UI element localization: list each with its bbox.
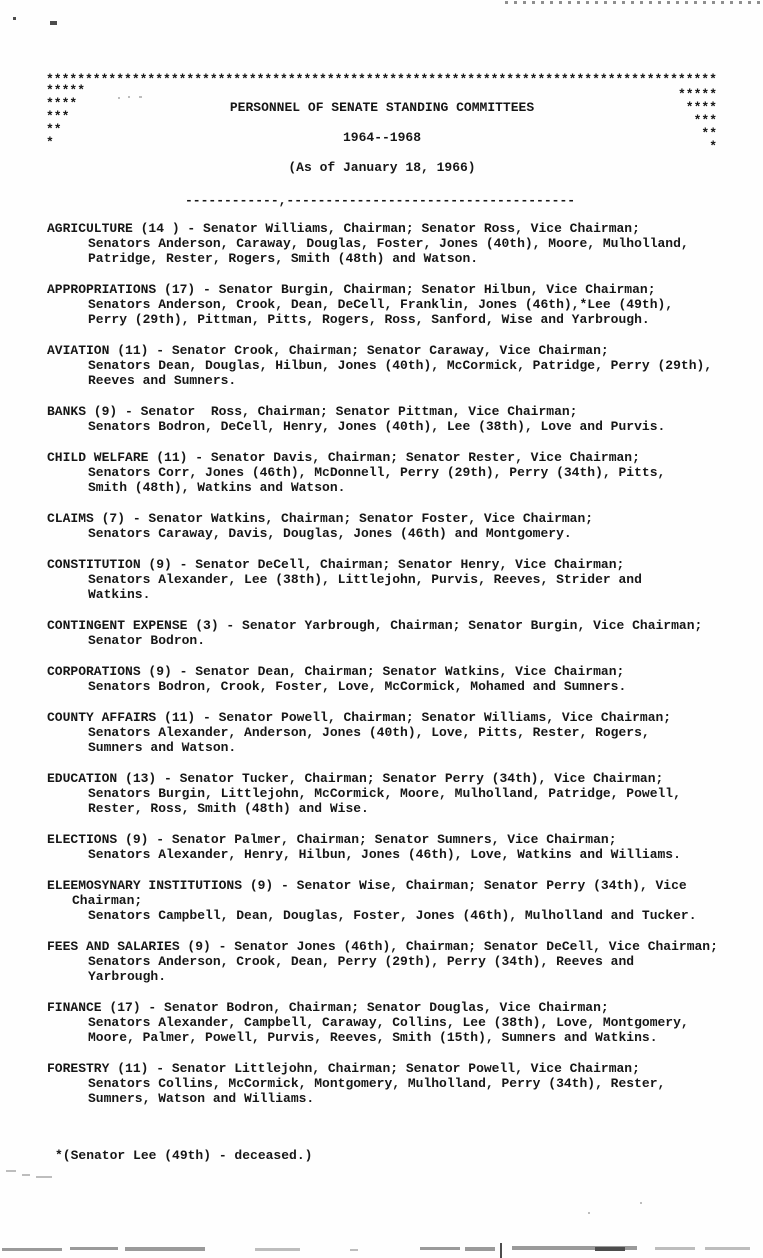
document-as-of-date: (As of January 18, 1966): [288, 160, 476, 175]
committee-line: Watkins.: [88, 587, 151, 602]
committee-line: COUNTY AFFAIRS (11) - Senator Powell, Chairman; Senator Williams, Vice Chairman;: [47, 710, 672, 725]
committee-line: CORPORATIONS (9) - Senator Dean, Chairman; Senator Watkins, Vice Chairman;: [47, 664, 625, 679]
scan-artifact-scribble: [22, 1174, 30, 1176]
scan-artifact-scribble: [36, 1176, 52, 1178]
committee-line: Yarbrough.: [88, 969, 167, 984]
committee-entry: [47, 710, 763, 755]
committee-line: CLAIMS (7) - Senator Watkins, Chairman; Senator Foster, Vice Chairman;: [47, 511, 594, 526]
committee-list: [47, 221, 763, 1122]
committee-line: Chairman;: [72, 893, 143, 908]
committee-line: Senators Alexander, Henry, Hilbun, Jones (46th), Love, Watkins and Williams.: [88, 847, 681, 862]
asterisk-border-row: *****: [46, 83, 86, 98]
committee-entry: [47, 404, 763, 434]
committee-line: Patridge, Rester, Rogers, Smith (48th) and Watson.: [88, 251, 479, 266]
committee-line: CHILD WELFARE (11) - Senator Davis, Chairman; Senator Rester, Vice Chairman;: [47, 450, 640, 465]
scan-artifact-speck: [588, 1212, 590, 1214]
asterisk-border-row: *: [709, 138, 717, 154]
committee-line: Senators Caraway, Davis, Douglas, Jones (46th) and Montgomery.: [88, 526, 572, 541]
committee-line: Senators Anderson, Crook, Dean, Perry (29th), Perry (34th), Reeves and: [88, 954, 635, 969]
scan-artifact-scribble: [6, 1170, 16, 1172]
committee-line: CONSTITUTION (9) - Senator DeCell, Chairman; Senator Henry, Vice Chairman;: [47, 557, 625, 572]
scan-artifact-bottom-smudge: [125, 1247, 205, 1251]
committee-line: Reeves and Sumners.: [88, 373, 237, 388]
scan-artifact-dotted-top-edge: [505, 1, 761, 4]
committee-line: Senators Collins, McCormick, Montgomery, Mulholland, Perry (34th), Rester,: [88, 1076, 666, 1091]
committee-line: Senators Campbell, Dean, Douglas, Foster, Jones (46th), Mulholland and Tucker.: [88, 908, 697, 923]
asterisk-border-row: *: [46, 134, 54, 150]
committee-line: Senator Bodron.: [88, 633, 206, 648]
committee-entry: [47, 282, 763, 327]
committee-line: Smith (48th), Watkins and Watson.: [88, 480, 346, 495]
document-title: PERSONNEL OF SENATE STANDING COMMITTEES: [229, 100, 535, 115]
committee-entry: [47, 939, 763, 984]
scan-artifact-bottom-smudge: [2, 1248, 62, 1251]
committee-entry: [47, 450, 763, 495]
committee-line: AGRICULTURE (14 ) - Senator Williams, Chairman; Senator Ross, Vice Chairman;: [47, 221, 640, 236]
committee-entry: [47, 878, 763, 923]
asterisk-border-row: ***: [693, 112, 717, 128]
asterisk-border-row: ***: [46, 108, 70, 124]
committee-line: CONTINGENT EXPENSE (3) - Senator Yarbrough, Chairman; Senator Burgin, Vice Chairman;: [47, 618, 703, 633]
asterisk-border-row: **: [701, 125, 717, 141]
committee-line: APPROPRIATIONS (17) - Senator Burgin, Chairman; Senator Hilbun, Vice Chairman;: [47, 282, 656, 297]
committee-line: Sumners and Watson.: [88, 740, 237, 755]
scan-artifact-bottom-smudge: [595, 1247, 625, 1251]
committee-line: Senators Bodron, Crook, Foster, Love, McCormick, Mohamed and Sumners.: [88, 679, 627, 694]
committee-line: Sumners, Watson and Williams.: [88, 1091, 315, 1106]
scan-artifact-bottom-smudge: [655, 1247, 695, 1250]
committee-entry: [47, 1061, 763, 1106]
scan-artifact-bottom-smudge: [255, 1248, 300, 1251]
committee-line: ELECTIONS (9) - Senator Palmer, Chairman; Senator Sumners, Vice Chairman;: [47, 832, 617, 847]
scan-artifact-bottom-smudge: [705, 1247, 750, 1250]
scan-artifact-bottom-smudge: [70, 1247, 118, 1250]
committee-line: FINANCE (17) - Senator Bodron, Chairman; Senator Douglas, Vice Chairman;: [47, 1000, 609, 1015]
committee-line: Moore, Palmer, Powell, Purvis, Reeves, Smith (15th), Sumners and Watkins.: [88, 1030, 658, 1045]
committee-line: Senators Dean, Douglas, Hilbun, Jones (40th), McCormick, Patridge, Perry (29th),: [88, 358, 713, 373]
scan-artifact-vertical-mark: [500, 1243, 502, 1258]
scan-artifact-bottom-smudge: [465, 1247, 495, 1251]
asterisk-border-top: **************************************************************************************: [46, 73, 717, 86]
scan-artifact-bottom-smudge: [350, 1249, 358, 1251]
footnote: *(Senator Lee (49th) - deceased.): [55, 1148, 313, 1163]
committee-entry: [47, 1000, 763, 1045]
dashed-separator: ------------,-------------------------------------: [185, 193, 576, 208]
committee-line: FEES AND SALARIES (9) - Senator Jones (46th), Chairman; Senator DeCell, Vice Chairman;: [47, 939, 718, 954]
committee-entry: [47, 557, 763, 602]
committee-entry: [47, 618, 763, 648]
committee-entry: [47, 221, 763, 266]
committee-line: EDUCATION (13) - Senator Tucker, Chairman; Senator Perry (34th), Vice Chairman;: [47, 771, 664, 786]
asterisk-border-row: *****: [677, 87, 717, 102]
committee-line: ELEEMOSYNARY INSTITUTIONS (9) - Senator Wise, Chairman; Senator Perry (34th), Vice: [47, 878, 687, 893]
committee-line: Senators Burgin, Littlejohn, McCormick, Moore, Mulholland, Patridge, Powell,: [88, 786, 681, 801]
asterisk-border-row: ****: [46, 95, 78, 111]
committee-entry: [47, 664, 763, 694]
scan-artifact-speck: [640, 1202, 642, 1204]
asterisk-border-row: ****: [685, 99, 717, 115]
committee-line: Senators Alexander, Lee (38th), Littlejohn, Purvis, Reeves, Strider and: [88, 572, 642, 587]
committee-line: FORESTRY (11) - Senator Littlejohn, Chairman; Senator Powell, Vice Chairman;: [47, 1061, 640, 1076]
committee-line: Rester, Ross, Smith (48th) and Wise.: [88, 801, 369, 816]
committee-entry: [47, 771, 763, 816]
document-date-range: 1964--1968: [342, 130, 421, 145]
committee-line: BANKS (9) - Senator Ross, Chairman; Senator Pittman, Vice Chairman;: [47, 404, 578, 419]
committee-line: Senators Bodron, DeCell, Henry, Jones (40th), Lee (38th), Love and Purvis.: [88, 419, 666, 434]
asterisk-border-row: **: [46, 121, 62, 137]
committee-line: Perry (29th), Pittman, Pitts, Rogers, Ross, Sanford, Wise and Yarbrough.: [88, 312, 650, 327]
committee-entry: [47, 343, 763, 388]
committee-line: Senators Anderson, Crook, Dean, DeCell, Franklin, Jones (46th),*Lee (49th),: [88, 297, 674, 312]
committee-line: Senators Corr, Jones (46th), McDonnell, Perry (29th), Perry (34th), Pitts,: [88, 465, 666, 480]
committee-line: Senators Alexander, Campbell, Caraway, Collins, Lee (38th), Love, Montgomery,: [88, 1015, 689, 1030]
committee-line: AVIATION (11) - Senator Crook, Chairman; Senator Caraway, Vice Chairman;: [47, 343, 609, 358]
scan-artifact-speck: [50, 21, 57, 25]
scan-artifact-speck: [13, 17, 16, 20]
committee-entry: [47, 511, 763, 541]
committee-line: Senators Anderson, Caraway, Douglas, Foster, Jones (40th), Moore, Mulholland,: [88, 236, 689, 251]
scan-artifact-bottom-smudge: [420, 1247, 460, 1250]
committee-line: Senators Alexander, Anderson, Jones (40th), Love, Pitts, Rester, Rogers,: [88, 725, 650, 740]
committee-entry: [47, 832, 763, 862]
